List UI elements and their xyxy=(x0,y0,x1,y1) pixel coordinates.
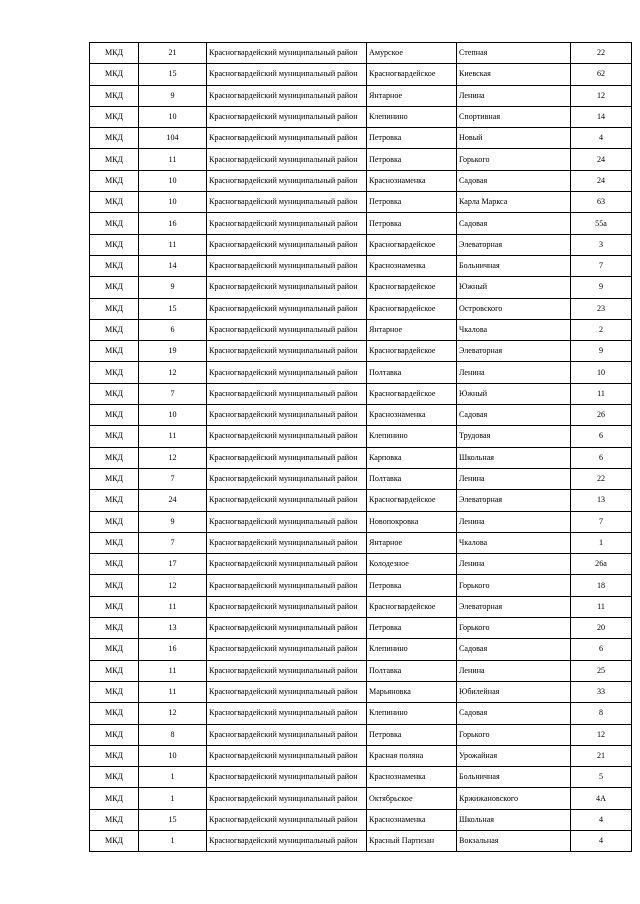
locality-cell: Краснознаменка xyxy=(367,405,457,426)
district-cell: Красногвардейский муниципальный район xyxy=(207,596,367,617)
count-cell: 10 xyxy=(139,192,207,213)
count-cell: 19 xyxy=(139,341,207,362)
street-cell: Больничная xyxy=(457,767,571,788)
district-cell: Красногвардейский муниципальный район xyxy=(207,660,367,681)
locality-cell: Красногвардейское xyxy=(367,234,457,255)
house-number-cell: 11 xyxy=(571,596,632,617)
locality-cell: Краснознаменка xyxy=(367,767,457,788)
street-cell: Горького xyxy=(457,149,571,170)
house-number-cell: 26а xyxy=(571,554,632,575)
table-row xyxy=(90,213,632,234)
district-cell: Красногвардейский муниципальный район xyxy=(207,575,367,596)
count-cell: 9 xyxy=(139,85,207,106)
house-number-cell: 24 xyxy=(571,149,632,170)
count-cell: 8 xyxy=(139,724,207,745)
district-cell: Красногвардейский муниципальный район xyxy=(207,106,367,127)
locality-cell: Петровка xyxy=(367,128,457,149)
locality-cell: Краснознаменка xyxy=(367,255,457,276)
house-number-cell: 8 xyxy=(571,703,632,724)
table-row xyxy=(90,554,632,575)
count-cell: 11 xyxy=(139,149,207,170)
locality-cell: Петровка xyxy=(367,192,457,213)
table-row xyxy=(90,362,632,383)
district-cell: Красногвардейский муниципальный район xyxy=(207,255,367,276)
locality-cell: Колодезное xyxy=(367,554,457,575)
count-cell: 11 xyxy=(139,660,207,681)
building-type-cell: МКД xyxy=(90,362,139,383)
house-number-cell: 2 xyxy=(571,319,632,340)
building-type-cell: МКД xyxy=(90,213,139,234)
building-type-cell: МКД xyxy=(90,767,139,788)
street-cell: Горького xyxy=(457,724,571,745)
district-cell: Красногвардейский муниципальный район xyxy=(207,745,367,766)
street-cell: Островского xyxy=(457,298,571,319)
locality-cell: Карповка xyxy=(367,447,457,468)
locality-cell: Янтарное xyxy=(367,85,457,106)
district-cell: Красногвардейский муниципальный район xyxy=(207,362,367,383)
locality-cell: Краснознаменка xyxy=(367,809,457,830)
house-number-cell: 6 xyxy=(571,447,632,468)
count-cell: 10 xyxy=(139,405,207,426)
locality-cell: Марьяновка xyxy=(367,681,457,702)
house-number-cell: 25 xyxy=(571,660,632,681)
table-row xyxy=(90,255,632,276)
building-type-cell: МКД xyxy=(90,468,139,489)
street-cell: Степная xyxy=(457,43,571,64)
locality-cell: Красногвардейское xyxy=(367,64,457,85)
district-cell: Красногвардейский муниципальный район xyxy=(207,830,367,851)
building-type-cell: МКД xyxy=(90,106,139,127)
building-type-cell: МКД xyxy=(90,383,139,404)
street-cell: Ленина xyxy=(457,85,571,106)
building-type-cell: МКД xyxy=(90,298,139,319)
locality-cell: Красногвардейское xyxy=(367,383,457,404)
street-cell: Горького xyxy=(457,575,571,596)
count-cell: 9 xyxy=(139,511,207,532)
count-cell: 1 xyxy=(139,767,207,788)
house-number-cell: 6 xyxy=(571,639,632,660)
locality-cell: Новопокровка xyxy=(367,511,457,532)
building-type-cell: МКД xyxy=(90,192,139,213)
building-type-cell: МКД xyxy=(90,681,139,702)
count-cell: 7 xyxy=(139,532,207,553)
table-row xyxy=(90,511,632,532)
building-type-cell: МКД xyxy=(90,490,139,511)
count-cell: 16 xyxy=(139,639,207,660)
count-cell: 15 xyxy=(139,809,207,830)
table-row xyxy=(90,298,632,319)
count-cell: 104 xyxy=(139,128,207,149)
house-number-cell: 55а xyxy=(571,213,632,234)
street-cell: Садовая xyxy=(457,405,571,426)
street-cell: Новый xyxy=(457,128,571,149)
street-cell: Кржижановского xyxy=(457,788,571,809)
building-type-cell: МКД xyxy=(90,64,139,85)
table-row xyxy=(90,724,632,745)
count-cell: 10 xyxy=(139,106,207,127)
count-cell: 16 xyxy=(139,213,207,234)
street-cell: Ленина xyxy=(457,511,571,532)
count-cell: 13 xyxy=(139,618,207,639)
locality-cell: Красногвардейское xyxy=(367,341,457,362)
locality-cell: Петровка xyxy=(367,724,457,745)
district-cell: Красногвардейский муниципальный район xyxy=(207,532,367,553)
house-number-cell: 4 xyxy=(571,809,632,830)
table-row xyxy=(90,703,632,724)
building-type-cell: МКД xyxy=(90,426,139,447)
table-row xyxy=(90,170,632,191)
district-cell: Красногвардейский муниципальный район xyxy=(207,234,367,255)
count-cell: 15 xyxy=(139,298,207,319)
building-type-cell: МКД xyxy=(90,149,139,170)
street-cell: Школьная xyxy=(457,447,571,468)
table-row xyxy=(90,234,632,255)
locality-cell: Красный Партизан xyxy=(367,830,457,851)
table-row xyxy=(90,447,632,468)
table-row xyxy=(90,596,632,617)
district-cell: Красногвардейский муниципальный район xyxy=(207,383,367,404)
district-cell: Красногвардейский муниципальный район xyxy=(207,788,367,809)
house-number-cell: 22 xyxy=(571,468,632,489)
building-type-cell: МКД xyxy=(90,43,139,64)
house-number-cell: 4А xyxy=(571,788,632,809)
count-cell: 12 xyxy=(139,447,207,468)
district-cell: Красногвардейский муниципальный район xyxy=(207,554,367,575)
table-row xyxy=(90,490,632,511)
count-cell: 11 xyxy=(139,596,207,617)
house-number-cell: 21 xyxy=(571,745,632,766)
street-cell: Ленина xyxy=(457,554,571,575)
table-row xyxy=(90,277,632,298)
building-type-cell: МКД xyxy=(90,788,139,809)
building-type-cell: МКД xyxy=(90,618,139,639)
district-cell: Красногвардейский муниципальный район xyxy=(207,341,367,362)
street-cell: Садовая xyxy=(457,639,571,660)
building-type-cell: МКД xyxy=(90,170,139,191)
district-cell: Красногвардейский муниципальный район xyxy=(207,298,367,319)
locality-cell: Октябрьское xyxy=(367,788,457,809)
street-cell: Урожайная xyxy=(457,745,571,766)
building-type-cell: МКД xyxy=(90,575,139,596)
count-cell: 7 xyxy=(139,383,207,404)
district-cell: Красногвардейский муниципальный район xyxy=(207,426,367,447)
building-type-cell: МКД xyxy=(90,319,139,340)
table-row xyxy=(90,85,632,106)
locality-cell: Красногвардейское xyxy=(367,596,457,617)
street-cell: Чкалова xyxy=(457,532,571,553)
house-number-cell: 9 xyxy=(571,341,632,362)
count-cell: 1 xyxy=(139,788,207,809)
table-row xyxy=(90,532,632,553)
table-row xyxy=(90,767,632,788)
building-type-cell: МКД xyxy=(90,128,139,149)
district-cell: Красногвардейский муниципальный район xyxy=(207,64,367,85)
count-cell: 15 xyxy=(139,64,207,85)
table-row xyxy=(90,383,632,404)
table-row xyxy=(90,660,632,681)
table-row xyxy=(90,106,632,127)
locality-cell: Клепинино xyxy=(367,703,457,724)
locality-cell: Петровка xyxy=(367,575,457,596)
street-cell: Элеваторная xyxy=(457,234,571,255)
district-cell: Красногвардейский муниципальный район xyxy=(207,277,367,298)
district-cell: Красногвардейский муниципальный район xyxy=(207,43,367,64)
count-cell: 11 xyxy=(139,681,207,702)
count-cell: 10 xyxy=(139,745,207,766)
locality-cell: Красная поляна xyxy=(367,745,457,766)
district-cell: Красногвардейский муниципальный район xyxy=(207,703,367,724)
street-cell: Чкалова xyxy=(457,319,571,340)
street-cell: Элеваторная xyxy=(457,596,571,617)
building-type-cell: МКД xyxy=(90,405,139,426)
street-cell: Садовая xyxy=(457,213,571,234)
locality-cell: Клепинино xyxy=(367,426,457,447)
street-cell: Спортивная xyxy=(457,106,571,127)
house-number-cell: 4 xyxy=(571,128,632,149)
street-cell: Южный xyxy=(457,277,571,298)
district-cell: Красногвардейский муниципальный район xyxy=(207,213,367,234)
count-cell: 10 xyxy=(139,170,207,191)
count-cell: 1 xyxy=(139,830,207,851)
count-cell: 11 xyxy=(139,234,207,255)
table-row xyxy=(90,405,632,426)
locality-cell: Амурское xyxy=(367,43,457,64)
district-cell: Красногвардейский муниципальный район xyxy=(207,681,367,702)
house-number-cell: 22 xyxy=(571,43,632,64)
street-cell: Юбилейная xyxy=(457,681,571,702)
house-number-cell: 20 xyxy=(571,618,632,639)
building-type-cell: МКД xyxy=(90,234,139,255)
building-type-cell: МКД xyxy=(90,703,139,724)
building-type-cell: МКД xyxy=(90,341,139,362)
table-row xyxy=(90,745,632,766)
building-type-cell: МКД xyxy=(90,277,139,298)
street-cell: Садовая xyxy=(457,703,571,724)
table-row xyxy=(90,830,632,851)
building-type-cell: МКД xyxy=(90,554,139,575)
district-cell: Красногвардейский муниципальный район xyxy=(207,490,367,511)
count-cell: 14 xyxy=(139,255,207,276)
house-number-cell: 23 xyxy=(571,298,632,319)
building-type-cell: МКД xyxy=(90,639,139,660)
building-type-cell: МКД xyxy=(90,660,139,681)
building-type-cell: МКД xyxy=(90,745,139,766)
street-cell: Ленина xyxy=(457,660,571,681)
district-cell: Красногвардейский муниципальный район xyxy=(207,149,367,170)
table-row xyxy=(90,341,632,362)
house-number-cell: 18 xyxy=(571,575,632,596)
locality-cell: Полтавка xyxy=(367,660,457,681)
count-cell: 12 xyxy=(139,575,207,596)
building-type-cell: МКД xyxy=(90,255,139,276)
housing-registry-table xyxy=(89,42,632,852)
count-cell: 7 xyxy=(139,468,207,489)
house-number-cell: 6 xyxy=(571,426,632,447)
house-number-cell: 12 xyxy=(571,724,632,745)
locality-cell: Янтарное xyxy=(367,532,457,553)
street-cell: Больничная xyxy=(457,255,571,276)
house-number-cell: 1 xyxy=(571,532,632,553)
street-cell: Горького xyxy=(457,618,571,639)
district-cell: Красногвардейский муниципальный район xyxy=(207,724,367,745)
house-number-cell: 9 xyxy=(571,277,632,298)
count-cell: 24 xyxy=(139,490,207,511)
table-row xyxy=(90,809,632,830)
district-cell: Красногвардейский муниципальный район xyxy=(207,511,367,532)
locality-cell: Полтавка xyxy=(367,468,457,489)
district-cell: Красногвардейский муниципальный район xyxy=(207,809,367,830)
table-row xyxy=(90,639,632,660)
district-cell: Красногвардейский муниципальный район xyxy=(207,468,367,489)
house-number-cell: 26 xyxy=(571,405,632,426)
building-type-cell: МКД xyxy=(90,511,139,532)
house-number-cell: 12 xyxy=(571,85,632,106)
street-cell: Вокзальная xyxy=(457,830,571,851)
house-number-cell: 13 xyxy=(571,490,632,511)
district-cell: Красногвардейский муниципальный район xyxy=(207,85,367,106)
count-cell: 12 xyxy=(139,703,207,724)
street-cell: Школьная xyxy=(457,809,571,830)
street-cell: Ленина xyxy=(457,362,571,383)
district-cell: Красногвардейский муниципальный район xyxy=(207,319,367,340)
building-type-cell: МКД xyxy=(90,532,139,553)
locality-cell: Петровка xyxy=(367,213,457,234)
count-cell: 17 xyxy=(139,554,207,575)
locality-cell: Клепинино xyxy=(367,106,457,127)
building-type-cell: МКД xyxy=(90,830,139,851)
street-cell: Элеваторная xyxy=(457,490,571,511)
house-number-cell: 3 xyxy=(571,234,632,255)
house-number-cell: 63 xyxy=(571,192,632,213)
table-row xyxy=(90,319,632,340)
house-number-cell: 4 xyxy=(571,830,632,851)
street-cell: Трудовая xyxy=(457,426,571,447)
locality-cell: Янтарное xyxy=(367,319,457,340)
house-number-cell: 33 xyxy=(571,681,632,702)
table-row xyxy=(90,681,632,702)
table-row xyxy=(90,149,632,170)
locality-cell: Красногвардейское xyxy=(367,298,457,319)
building-type-cell: МКД xyxy=(90,596,139,617)
street-cell: Садовая xyxy=(457,170,571,191)
table-row xyxy=(90,128,632,149)
table-row xyxy=(90,192,632,213)
house-number-cell: 5 xyxy=(571,767,632,788)
district-cell: Красногвардейский муниципальный район xyxy=(207,170,367,191)
building-type-cell: МКД xyxy=(90,724,139,745)
house-number-cell: 11 xyxy=(571,383,632,404)
count-cell: 12 xyxy=(139,362,207,383)
district-cell: Красногвардейский муниципальный район xyxy=(207,128,367,149)
street-cell: Киевская xyxy=(457,64,571,85)
house-number-cell: 62 xyxy=(571,64,632,85)
locality-cell: Петровка xyxy=(367,618,457,639)
street-cell: Карла Маркса xyxy=(457,192,571,213)
table-row xyxy=(90,618,632,639)
building-type-cell: МКД xyxy=(90,809,139,830)
district-cell: Красногвардейский муниципальный район xyxy=(207,639,367,660)
street-cell: Элеваторная xyxy=(457,341,571,362)
count-cell: 21 xyxy=(139,43,207,64)
locality-cell: Полтавка xyxy=(367,362,457,383)
table-row xyxy=(90,788,632,809)
locality-cell: Краснознаменка xyxy=(367,170,457,191)
house-number-cell: 7 xyxy=(571,511,632,532)
locality-cell: Петровка xyxy=(367,149,457,170)
locality-cell: Красногвардейское xyxy=(367,490,457,511)
house-number-cell: 10 xyxy=(571,362,632,383)
district-cell: Красногвардейский муниципальный район xyxy=(207,447,367,468)
district-cell: Красногвардейский муниципальный район xyxy=(207,767,367,788)
locality-cell: Красногвардейское xyxy=(367,277,457,298)
district-cell: Красногвардейский муниципальный район xyxy=(207,618,367,639)
house-number-cell: 24 xyxy=(571,170,632,191)
street-cell: Ленина xyxy=(457,468,571,489)
table-row xyxy=(90,575,632,596)
street-cell: Южный xyxy=(457,383,571,404)
table-row xyxy=(90,64,632,85)
district-cell: Красногвардейский муниципальный район xyxy=(207,192,367,213)
building-type-cell: МКД xyxy=(90,85,139,106)
count-cell: 9 xyxy=(139,277,207,298)
table-body xyxy=(90,43,632,852)
building-type-cell: МКД xyxy=(90,447,139,468)
count-cell: 6 xyxy=(139,319,207,340)
count-cell: 11 xyxy=(139,426,207,447)
district-cell: Красногвардейский муниципальный район xyxy=(207,405,367,426)
house-number-cell: 14 xyxy=(571,106,632,127)
house-number-cell: 7 xyxy=(571,255,632,276)
table-row xyxy=(90,468,632,489)
locality-cell: Клепинино xyxy=(367,639,457,660)
table-row xyxy=(90,43,632,64)
table-row xyxy=(90,426,632,447)
